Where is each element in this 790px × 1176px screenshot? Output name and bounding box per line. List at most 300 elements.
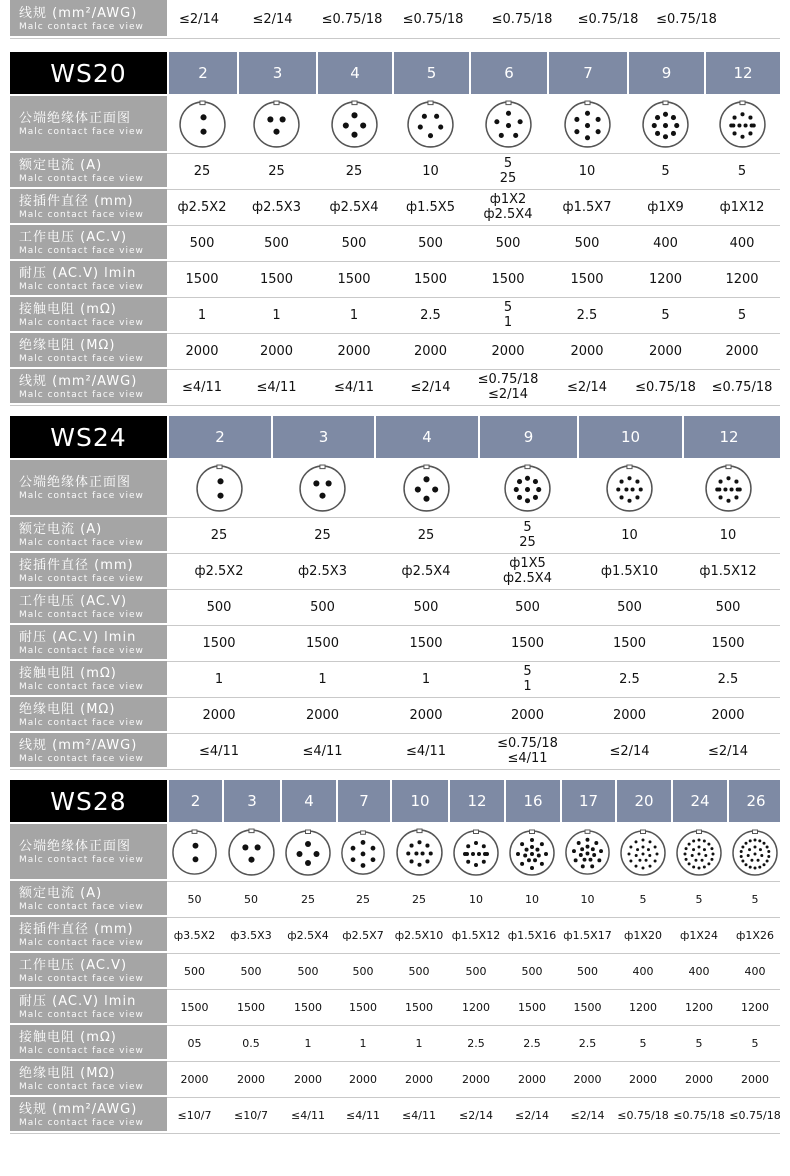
contact-face-diagram [251, 99, 302, 150]
contact-pin [595, 117, 600, 122]
current-value: 5 [695, 892, 703, 906]
contact-pin [371, 845, 376, 850]
diameter-value: ф2.5X2 [194, 563, 244, 579]
insulation-value: 2000 [202, 707, 236, 723]
withstand-value: 1500 [612, 635, 647, 651]
contact-pin [710, 847, 713, 850]
contact-pin [642, 852, 645, 855]
contact-pin [428, 851, 432, 855]
current-value: 25 [417, 527, 435, 543]
contact-pin [525, 487, 530, 492]
contact-pin [581, 864, 585, 868]
current-value: 10 [422, 163, 439, 179]
pin-count-header: 2 [167, 780, 222, 822]
current-value: 25 [210, 527, 228, 543]
contact-pin [420, 851, 424, 855]
diameter-value: ф1X5 ф2.5X4 [503, 556, 552, 586]
insulation-value: 2000 [413, 343, 448, 359]
diameter-value: ф2.5X2 [177, 199, 227, 215]
row-label-en: Malc contact face view [19, 173, 144, 184]
diameter-value: ф2.5X3 [252, 199, 301, 215]
diameter-value: ф3.5X2 [173, 928, 216, 942]
contact-pin [530, 845, 534, 849]
contact-pin [710, 857, 713, 860]
row-label-en: Malc contact face view [19, 209, 144, 220]
voltage-value: 500 [341, 235, 367, 251]
contact-pin [751, 123, 755, 127]
withstand-value: 1500 [259, 271, 294, 287]
wire-value: ≤0.75/18 [617, 1108, 669, 1122]
wire-value: ≤2/14 [570, 1108, 605, 1122]
pin-count-header: 3 [271, 416, 374, 458]
withstand-value: 1200 [741, 1000, 769, 1014]
row-label-cn: 额定电流 (A) [19, 885, 103, 901]
current-value: 25 [314, 527, 331, 543]
wire-value: ≤4/11 [333, 379, 375, 395]
keyway-notch [584, 101, 589, 105]
contact-pin [698, 866, 701, 869]
wire-value: ≤10/7 [234, 1108, 268, 1122]
contact-pin [361, 851, 366, 856]
contact-face-cell [615, 824, 671, 881]
contact-pin [654, 859, 657, 862]
voltage-value: 500 [297, 964, 319, 978]
contact-pin [305, 841, 311, 847]
resistance-value: 5 [695, 1036, 703, 1050]
contact-pin [635, 854, 638, 857]
row-diameter [10, 917, 780, 954]
wire-gauge-row [10, 0, 780, 39]
contact-pin [425, 844, 429, 848]
contact-pin [692, 848, 695, 851]
wire-value: ≤4/11 [291, 1108, 325, 1122]
contact-pin [737, 123, 741, 127]
pin-count-header: 10 [390, 780, 448, 822]
row-face [10, 824, 780, 882]
contact-pin [703, 848, 706, 851]
insulation-value: 2000 [685, 1072, 713, 1086]
current-value: 10 [719, 527, 737, 543]
contact-pin [540, 861, 544, 865]
contact-pin [599, 849, 603, 853]
contact-pin [525, 498, 530, 503]
contact-pin [627, 499, 631, 503]
row-insulation [10, 333, 780, 370]
contact-pin [586, 838, 590, 842]
contact-pin [305, 860, 311, 866]
contact-face-diagram [297, 463, 348, 514]
row-label-cn: 线规 (mm²/AWG) [19, 1101, 138, 1117]
contact-pin [595, 129, 600, 134]
row-label-cn: 接插件直径 (mm) [19, 921, 134, 937]
contact-pin [766, 845, 769, 848]
contact-pin [533, 495, 538, 500]
pin-count-header: 24 [671, 780, 727, 822]
resistance-value: 2.5 [523, 1036, 541, 1050]
diameter-value: ф2.5X10 [394, 928, 444, 942]
contact-pin [758, 865, 761, 868]
contact-pin [591, 847, 595, 851]
pin-count-header: 20 [615, 780, 671, 822]
keyway-notch [416, 829, 421, 833]
contact-pin [584, 135, 589, 140]
contact-pin [217, 478, 223, 484]
contact-pin [652, 123, 657, 128]
contact-pin [747, 854, 750, 857]
spec-table-ws20 [10, 52, 780, 403]
row-label-cn: 接触电阻 (mΩ) [19, 665, 117, 681]
voltage-value: 400 [744, 964, 766, 978]
contact-face-cell [237, 96, 316, 153]
contact-pin [572, 849, 576, 853]
resistance-value: 5 [737, 307, 747, 323]
row-label-en: Malc contact face view [19, 573, 144, 584]
contact-pin [754, 852, 757, 855]
row-label [10, 589, 167, 625]
pin-count-header: 4 [374, 416, 478, 458]
contact-pin [517, 119, 522, 124]
current-value: 25 [301, 892, 315, 906]
pin-count-header: 4 [316, 52, 392, 94]
current-value: 10 [525, 892, 539, 906]
contact-face-diagram [618, 828, 668, 878]
contact-pin [767, 854, 770, 857]
contact-pin [688, 842, 691, 845]
contact-face-diagram [674, 828, 724, 878]
table-header [10, 416, 780, 458]
row-diameter [10, 189, 780, 226]
diameter-value: ф1.5X10 [600, 563, 659, 579]
contact-pin [537, 853, 541, 857]
contact-pin [754, 866, 757, 869]
contact-pin [635, 495, 639, 499]
contact-pin [520, 842, 524, 846]
diameter-value: ф1.5X7 [562, 199, 612, 215]
contact-pin [741, 845, 744, 848]
insulation-value: 2000 [725, 343, 759, 359]
keyway-notch [725, 465, 730, 469]
diameter-value: ф1X24 [680, 928, 718, 942]
insulation-value: 2000 [237, 1072, 265, 1086]
contact-pin [267, 116, 273, 122]
top-partial-row [10, 0, 780, 40]
row-current [10, 153, 780, 190]
insulation-value: 2000 [462, 1072, 490, 1086]
wire-gauge-value: ≤2/14 [178, 11, 220, 27]
contact-pin [624, 487, 628, 491]
voltage-value: 500 [408, 964, 430, 978]
contact-face-diagram [394, 827, 445, 878]
row-label [10, 0, 167, 38]
wire-value: ≤2/14 [459, 1108, 493, 1122]
diameter-value: ф1.5X5 [406, 199, 455, 215]
voltage-value: 500 [515, 599, 540, 615]
contact-pin [620, 495, 624, 499]
contact-pin [533, 858, 537, 862]
row-label-cn: 接触电阻 (mΩ) [19, 301, 117, 317]
contact-pin [698, 845, 701, 848]
contact-pin [574, 129, 579, 134]
row-label-cn: 工作电压 (AC.V) [19, 593, 128, 609]
row-label-en: Malc contact face view [19, 753, 144, 764]
row-label-en: Malc contact face view [19, 1009, 144, 1020]
wire-value: ≤4/11 [402, 1108, 436, 1122]
diameter-value: ф1X2 ф2.5X4 [483, 192, 533, 222]
contact-pin [428, 133, 433, 138]
contact-pin [597, 858, 601, 862]
series-title: WS28 [10, 780, 167, 822]
diameter-value: ф1.5X12 [699, 563, 757, 579]
row-wire [10, 369, 780, 406]
contact-pin [631, 487, 635, 491]
diameter-value: ф2.5X4 [287, 928, 329, 942]
row-label-cn: 耐压 (AC.V) lmin [19, 265, 137, 281]
withstand-value: 1500 [570, 271, 604, 287]
row-label [10, 697, 167, 733]
contact-pin [642, 866, 645, 869]
contact-pin [514, 487, 519, 492]
resistance-value: 1 [415, 1036, 423, 1050]
keyway-notch [361, 830, 366, 833]
contact-face-diagram [170, 828, 219, 877]
row-label [10, 297, 167, 333]
resistance-value: 5 [639, 1036, 647, 1050]
contact-face-diagram [405, 99, 456, 150]
row-label-en: Malc contact face view [19, 645, 144, 656]
contact-pin [580, 847, 584, 851]
contact-pin [530, 866, 534, 870]
contact-face-diagram [717, 99, 768, 150]
contact-pin [463, 852, 467, 856]
voltage-value: 500 [465, 964, 487, 978]
contact-pin [729, 123, 733, 127]
row-label [10, 625, 167, 661]
table-header [10, 780, 780, 822]
wire-value: ≤2/14 [515, 1108, 549, 1122]
row-label [10, 917, 167, 953]
row-diameter [10, 553, 780, 590]
contact-pin [636, 848, 639, 851]
wire-value: ≤0.75/18 [635, 379, 696, 395]
row-label-en: Malc contact face view [19, 681, 144, 692]
voltage-value: 400 [729, 235, 755, 251]
row-voltage [10, 589, 780, 626]
row-label [10, 333, 167, 369]
current-value: 10 [621, 527, 638, 543]
row-face [10, 460, 780, 518]
contact-pin [474, 863, 478, 867]
row-withstand [10, 625, 780, 662]
row-label [10, 953, 167, 989]
resistance-value: 2.5 [717, 671, 739, 687]
insulator-outline [254, 102, 299, 147]
pin-count-header: 9 [478, 416, 577, 458]
row-label [10, 1061, 167, 1097]
current-value: 10 [578, 163, 596, 179]
row-label-en: Malc contact face view [19, 901, 144, 912]
keyway-notch [505, 101, 510, 105]
pin-count-header: 5 [392, 52, 469, 94]
keyway-notch [739, 101, 744, 105]
contact-pin [498, 133, 503, 138]
wire-value: ≤0.75/18 ≤2/14 [477, 372, 539, 402]
pin-count-header: 26 [727, 780, 783, 822]
contact-pin [254, 844, 260, 850]
pin-count-header: 12 [704, 52, 780, 94]
table-header [10, 52, 780, 94]
current-value: 10 [469, 892, 483, 906]
diameter-value: ф2.5X3 [298, 563, 347, 579]
contact-pin [698, 852, 701, 855]
current-value: 5 [639, 892, 647, 906]
row-resistance [10, 661, 780, 698]
withstand-value: 1500 [413, 271, 448, 287]
contact-pin [248, 857, 254, 863]
diameter-value: ф2.5X7 [342, 928, 384, 942]
insulator-outline [706, 466, 751, 511]
row-face [10, 96, 780, 154]
wire-value: ≤2/14 [707, 743, 749, 759]
row-current [10, 881, 780, 918]
contact-face-diagram [401, 463, 452, 514]
contact-pin [645, 858, 648, 861]
row-label-en: Malc contact face view [19, 717, 144, 728]
resistance-value: 1 [304, 1036, 312, 1050]
contact-pin [494, 119, 499, 124]
withstand-value: 1200 [629, 1000, 657, 1014]
contact-pin [701, 858, 704, 861]
keyway-notch [248, 829, 253, 833]
keyway-notch [428, 101, 433, 105]
voltage-value: 500 [715, 599, 741, 615]
diameter-value: ф1.5X16 [507, 928, 557, 942]
contact-face-diagram [226, 827, 277, 878]
row-label [10, 225, 167, 261]
contact-pin [525, 847, 529, 851]
keyway-notch [641, 830, 646, 834]
withstand-value: 1200 [462, 1000, 490, 1014]
row-resistance [10, 1025, 780, 1062]
row-label [10, 261, 167, 297]
contact-pin [684, 852, 687, 855]
contact-pin [586, 845, 590, 849]
contact-pin [527, 858, 531, 862]
spec-table-ws28 [10, 780, 780, 1131]
resistance-value: 2.5 [578, 1036, 597, 1050]
contact-pin [540, 842, 544, 846]
contact-face-cell [390, 824, 448, 881]
contact-pin [544, 852, 548, 856]
contact-pin [471, 852, 475, 856]
voltage-value: 400 [653, 235, 678, 251]
row-label [10, 824, 167, 881]
contact-pin [726, 476, 730, 480]
contact-pin [703, 839, 706, 842]
keyway-notch [627, 465, 632, 469]
contact-pin [584, 123, 589, 128]
wire-gauge-value: ≤0.75/18 [577, 11, 639, 27]
row-label-en: Malc contact face view [19, 245, 144, 256]
contact-pin [574, 117, 579, 122]
row-label-en: Malc contact face view [19, 389, 144, 400]
row-label [10, 96, 167, 153]
row-label [10, 1025, 167, 1061]
contact-pin [674, 123, 679, 128]
contact-pin [594, 841, 598, 845]
keyway-notch [274, 101, 279, 105]
current-value: 25 [193, 163, 211, 179]
wire-value: ≤4/11 [346, 1108, 380, 1122]
contact-pin [648, 854, 651, 857]
contact-pin [647, 848, 650, 851]
diameter-value: ф1X9 [647, 199, 684, 215]
keyway-notch [351, 101, 356, 105]
keyway-notch [525, 465, 530, 469]
contact-pin [589, 858, 593, 862]
row-label-cn: 绝缘电阻 (MΩ) [19, 701, 116, 717]
contact-face-diagram [451, 828, 501, 878]
row-label-cn: 接插件直径 (mm) [19, 193, 134, 209]
contact-pin [616, 487, 620, 491]
current-value: 5 [661, 163, 670, 179]
contact-pin [663, 123, 668, 128]
contact-pin [745, 841, 748, 844]
contact-face-diagram [483, 99, 534, 150]
contact-pin [745, 863, 748, 866]
insulation-value: 2000 [405, 1072, 433, 1086]
row-label [10, 661, 167, 697]
contact-face-diagram [502, 463, 553, 514]
voltage-value: 500 [184, 964, 205, 978]
contact-pin [757, 858, 760, 861]
insulation-value: 2000 [573, 1072, 602, 1086]
contact-pin [520, 861, 524, 865]
voltage-value: 500 [264, 235, 289, 251]
contact-pin [741, 859, 744, 862]
row-label-en: Malc contact face view [19, 937, 144, 948]
contact-pin [654, 845, 657, 848]
contact-pin [638, 858, 641, 861]
row-label [10, 1097, 167, 1133]
diameter-value: ф1X20 [624, 928, 662, 942]
insulation-value: 2000 [741, 1072, 769, 1086]
keyway-notch [474, 830, 479, 834]
contact-pin [694, 858, 697, 861]
pin-count-header: 3 [222, 780, 280, 822]
contact-face-cell [704, 96, 780, 153]
contact-face-cell [271, 460, 374, 517]
wire-value: ≤4/11 [198, 743, 240, 759]
contact-pin [628, 852, 631, 855]
contact-face-diagram [194, 463, 245, 514]
resistance-value: 2.5 [576, 307, 598, 323]
contact-face-cell [392, 96, 469, 153]
contact-face-cell [336, 824, 390, 881]
row-withstand [10, 989, 780, 1026]
withstand-value: 1200 [648, 271, 683, 287]
row-label-en: Malc contact face view [19, 353, 144, 364]
voltage-value: 500 [413, 599, 439, 615]
wire-gauge-value: ≤0.75/18 [321, 11, 383, 27]
resistance-value: 1 [214, 671, 224, 687]
insulator-outline [286, 831, 330, 875]
row-voltage [10, 225, 780, 262]
contact-pin [438, 125, 443, 130]
contact-face-cell [448, 824, 504, 881]
row-resistance [10, 297, 780, 334]
contact-pin [517, 479, 522, 484]
withstand-value: 1200 [685, 1000, 713, 1014]
